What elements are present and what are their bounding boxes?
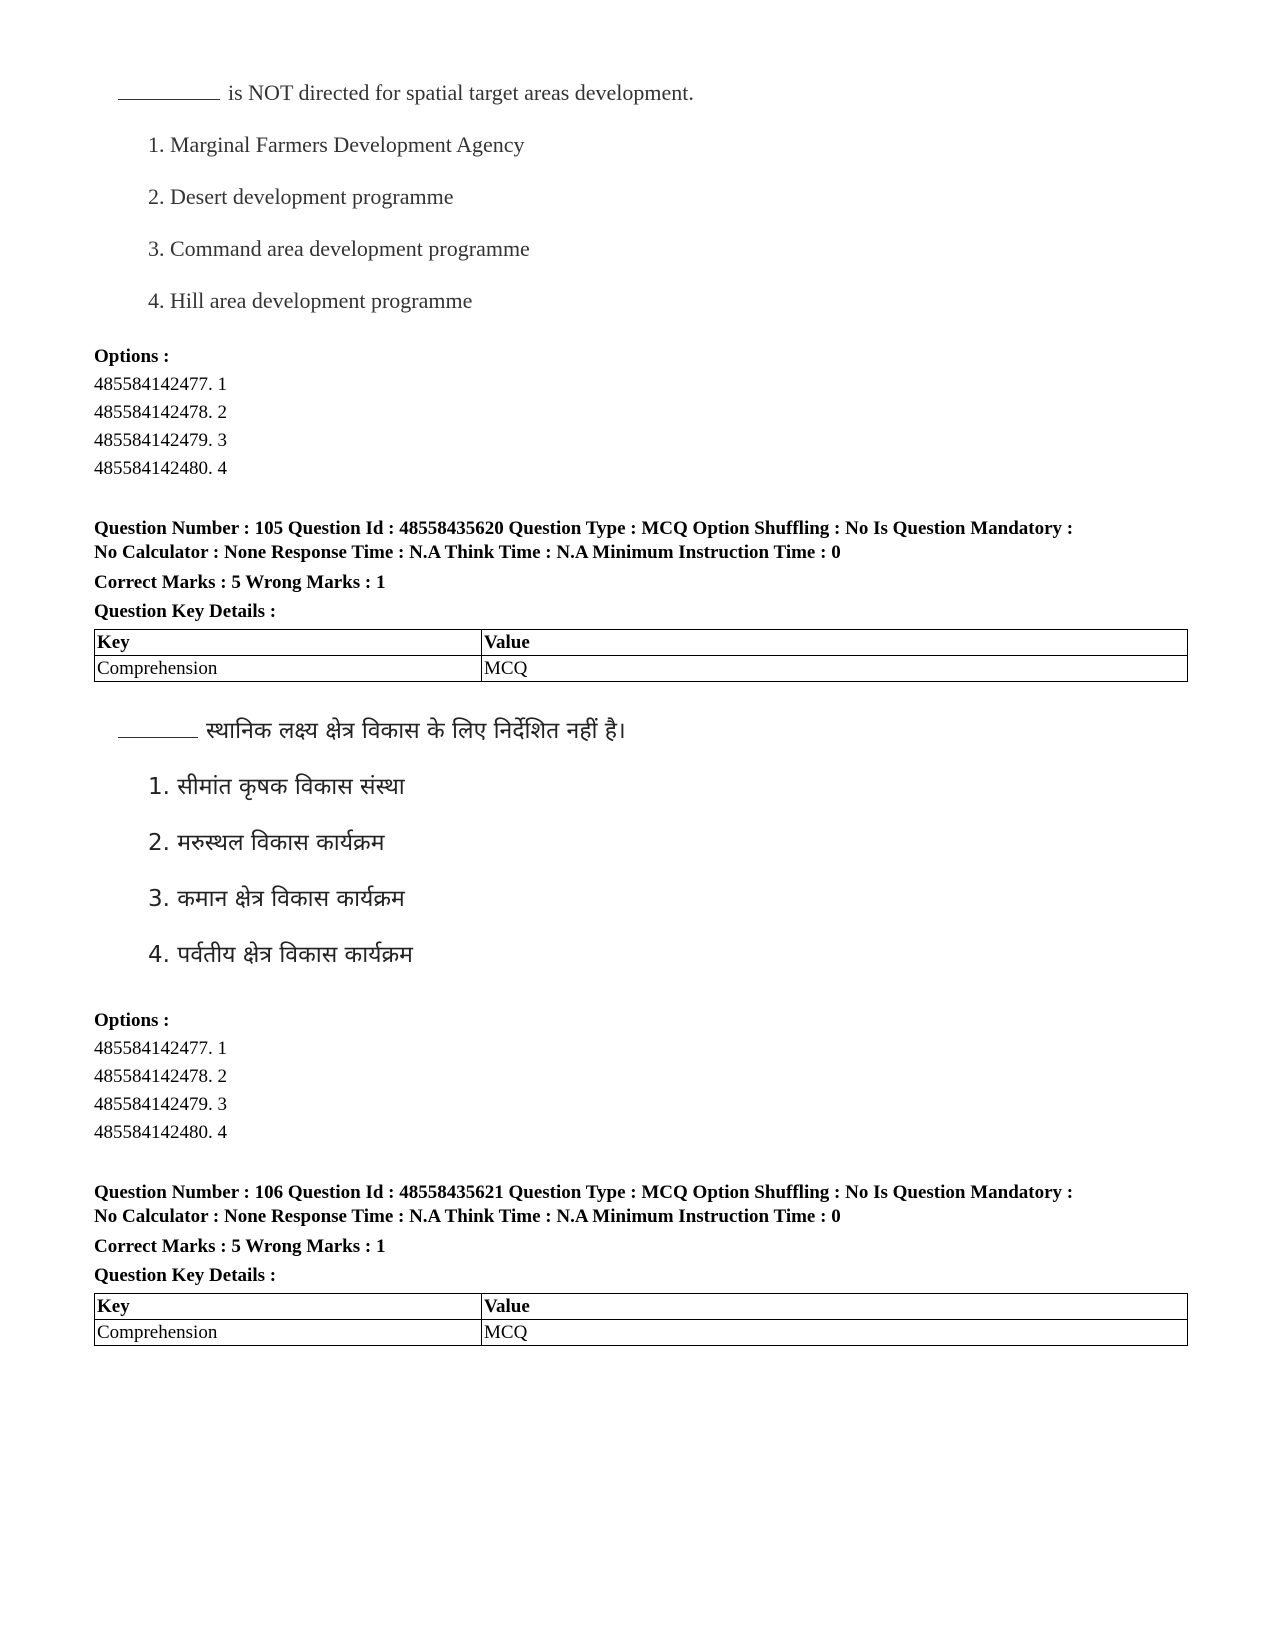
- table-cell-key: Comprehension: [95, 1320, 482, 1346]
- choice-2: 2. मरुस्थल विकास कार्यक्रम: [148, 830, 385, 856]
- choice-1: 1. Marginal Farmers Development Agency: [148, 132, 525, 157]
- option-item: 485584142480. 4: [94, 458, 227, 479]
- metadata-line-2: No Calculator : None Response Time : N.A Think Time : N.A Minimum Instruction Time : 0: [94, 542, 841, 563]
- marks-line: Correct Marks : 5 Wrong Marks : 1: [94, 1236, 386, 1257]
- table-cell-key: Comprehension: [95, 656, 482, 682]
- question-stem: [118, 82, 694, 104]
- metadata-line-1: Question Number : 105 Question Id : 48558435620 Question Type : MCQ Option Shuffling : No Is Question Mandatory :: [94, 518, 1074, 539]
- choice-2: 2. Desert development programme: [148, 184, 454, 209]
- question-metadata: [94, 517, 1204, 565]
- table-header-value: Value: [482, 630, 1188, 656]
- key-details-table: [94, 629, 1188, 682]
- table-header-row: [95, 1294, 1188, 1320]
- metadata-line-1: Question Number : 106 Question Id : 48558435621 Question Type : MCQ Option Shuffling : No Is Question Mandatory :: [94, 1182, 1074, 1203]
- option-item: 485584142480. 4: [94, 1122, 227, 1143]
- choice-4: 4. Hill area development programme: [148, 288, 473, 313]
- choice-4: 4. पर्वतीय क्षेत्र विकास कार्यक्रम: [148, 942, 413, 968]
- table-header-value: Value: [482, 1294, 1188, 1320]
- key-details-label: Question Key Details :: [94, 1265, 277, 1286]
- table-row: [95, 656, 1188, 682]
- answer-blank: [118, 99, 220, 100]
- choice-1: 1. सीमांत कृषक विकास संस्था: [148, 774, 405, 800]
- marks-line: Correct Marks : 5 Wrong Marks : 1: [94, 572, 386, 593]
- option-item: 485584142478. 2: [94, 1066, 227, 1087]
- options-label: Options :: [94, 346, 170, 367]
- metadata-line-2: No Calculator : None Response Time : N.A Think Time : N.A Minimum Instruction Time : 0: [94, 1206, 841, 1227]
- choice-3: 3. कमान क्षेत्र विकास कार्यक्रम: [148, 886, 405, 912]
- question-metadata: [94, 1181, 1204, 1229]
- choice-3: 3. Command area development programme: [148, 236, 530, 261]
- answer-blank: [118, 737, 198, 738]
- option-item: 485584142477. 1: [94, 1038, 227, 1059]
- table-header-key: Key: [95, 1294, 482, 1320]
- key-details-label: Question Key Details :: [94, 601, 277, 622]
- option-item: 485584142477. 1: [94, 374, 227, 395]
- table-header-key: Key: [95, 630, 482, 656]
- key-details-table: [94, 1293, 1188, 1346]
- question-stem-text: स्थानिक लक्ष्य क्षेत्र विकास के लिए निर्देशित नहीं है।: [206, 718, 626, 744]
- options-label: Options :: [94, 1010, 170, 1031]
- option-item: 485584142479. 3: [94, 1094, 227, 1115]
- table-cell-value: MCQ: [482, 656, 1188, 682]
- option-item: 485584142478. 2: [94, 402, 227, 423]
- table-header-row: [95, 630, 1188, 656]
- question-stem-text: is NOT directed for spatial target areas development.: [228, 80, 694, 105]
- option-item: 485584142479. 3: [94, 430, 227, 451]
- question-stem: [118, 720, 626, 743]
- table-row: [95, 1320, 1188, 1346]
- table-cell-value: MCQ: [482, 1320, 1188, 1346]
- question-image-hindi: [118, 720, 818, 980]
- question-image-english: [118, 80, 818, 320]
